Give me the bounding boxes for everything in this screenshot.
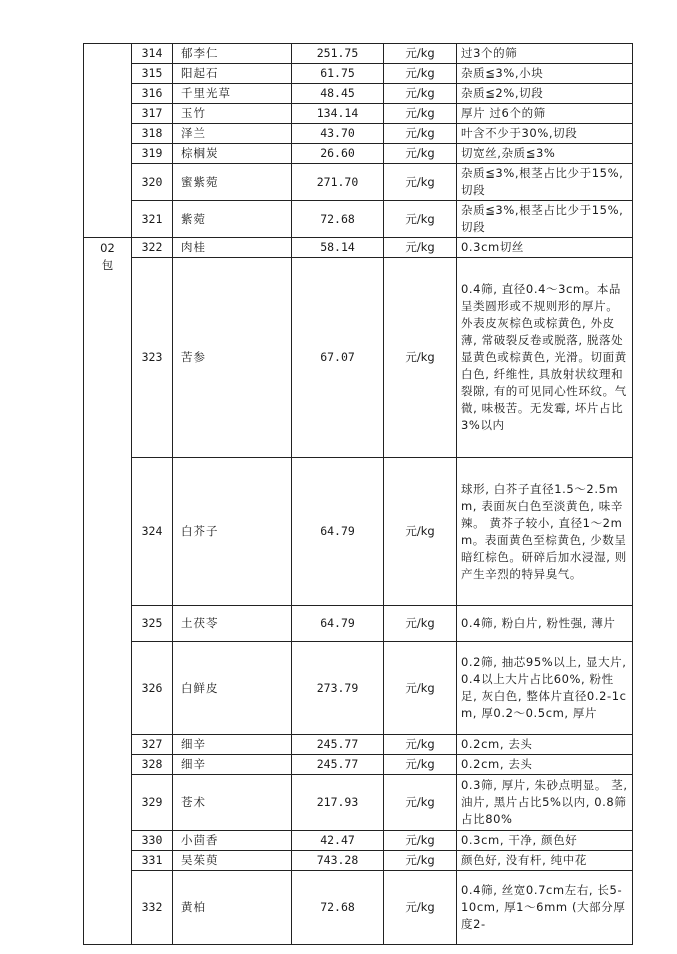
item-number: 330 bbox=[132, 831, 173, 851]
item-unit: 元/kg bbox=[384, 104, 457, 124]
item-price: 64.79 bbox=[292, 458, 384, 606]
item-price: 58.14 bbox=[292, 238, 384, 258]
item-spec: 0.3筛, 厚片, 朱砂点明显。 茎, 油片, 黑片占比5%以内, 0.8筛占比80% bbox=[457, 775, 633, 831]
price-table bbox=[83, 43, 633, 945]
item-name: 吴茱萸 bbox=[173, 851, 292, 871]
item-name: 郁李仁 bbox=[173, 44, 292, 64]
table-row bbox=[84, 164, 633, 201]
item-name: 泽兰 bbox=[173, 124, 292, 144]
item-number: 329 bbox=[132, 775, 173, 831]
item-unit: 元/kg bbox=[384, 642, 457, 735]
table-row bbox=[84, 642, 633, 735]
category-code: 02 bbox=[100, 241, 115, 255]
item-spec: 颜色好, 没有杆, 纯中花 bbox=[457, 851, 633, 871]
item-spec: 0.2cm, 去头 bbox=[457, 755, 633, 775]
item-number: 322 bbox=[132, 238, 173, 258]
item-number: 314 bbox=[132, 44, 173, 64]
category-name: 包 bbox=[101, 258, 114, 272]
item-number: 325 bbox=[132, 606, 173, 642]
table-row bbox=[84, 831, 633, 851]
table-row bbox=[84, 458, 633, 606]
item-unit: 元/kg bbox=[384, 851, 457, 871]
item-number: 318 bbox=[132, 124, 173, 144]
item-name: 紫菀 bbox=[173, 201, 292, 238]
item-spec: 0.2筛, 抽芯95%以上, 显大片, 0.4以上大片占比60%, 粉性足, 灰白色, 整体片直径0.2-1cm, 厚0.2～0.5cm, 厚片 bbox=[457, 642, 633, 735]
table-row bbox=[84, 124, 633, 144]
item-number: 323 bbox=[132, 258, 173, 458]
item-unit: 元/kg bbox=[384, 124, 457, 144]
item-name: 阳起石 bbox=[173, 64, 292, 84]
item-number: 332 bbox=[132, 871, 173, 945]
item-name: 玉竹 bbox=[173, 104, 292, 124]
item-unit: 元/kg bbox=[384, 144, 457, 164]
item-spec: 球形, 白芥子直径1.5～2.5mm, 表面灰白色至淡黄色, 味辛辣。 黄芥子较小, 直径1～2mm。表面黄色至棕黄色, 少数呈暗红棕色。研碎后加水浸湿, 则产生辛烈的特异臭气。 bbox=[457, 458, 633, 606]
table-row bbox=[84, 775, 633, 831]
item-number: 320 bbox=[132, 164, 173, 201]
item-unit: 元/kg bbox=[384, 775, 457, 831]
item-number: 327 bbox=[132, 735, 173, 755]
item-spec: 0.3cm, 干净, 颜色好 bbox=[457, 831, 633, 851]
item-price: 43.70 bbox=[292, 124, 384, 144]
table-row bbox=[84, 144, 633, 164]
item-name: 苦参 bbox=[173, 258, 292, 458]
item-price: 26.60 bbox=[292, 144, 384, 164]
item-price: 251.75 bbox=[292, 44, 384, 64]
item-price: 64.79 bbox=[292, 606, 384, 642]
table-row bbox=[84, 851, 633, 871]
item-name: 细辛 bbox=[173, 735, 292, 755]
item-name: 肉桂 bbox=[173, 238, 292, 258]
item-name: 苍术 bbox=[173, 775, 292, 831]
item-number: 328 bbox=[132, 755, 173, 775]
item-spec: 0.2cm, 去头 bbox=[457, 735, 633, 755]
item-unit: 元/kg bbox=[384, 64, 457, 84]
item-number: 331 bbox=[132, 851, 173, 871]
item-spec: 厚片 过6个的筛 bbox=[457, 104, 633, 124]
table-row bbox=[84, 201, 633, 238]
category-cell-empty bbox=[84, 44, 132, 238]
item-number: 316 bbox=[132, 84, 173, 104]
item-spec: 0.4筛, 粉白片, 粉性强, 薄片 bbox=[457, 606, 633, 642]
table-row bbox=[84, 104, 633, 124]
item-price: 42.47 bbox=[292, 831, 384, 851]
item-name: 蜜紫菀 bbox=[173, 164, 292, 201]
item-price: 245.77 bbox=[292, 735, 384, 755]
item-name: 土茯苓 bbox=[173, 606, 292, 642]
item-number: 315 bbox=[132, 64, 173, 84]
item-unit: 元/kg bbox=[384, 238, 457, 258]
item-name: 千里光草 bbox=[173, 84, 292, 104]
item-price: 134.14 bbox=[292, 104, 384, 124]
item-spec: 0.3cm切丝 bbox=[457, 238, 633, 258]
item-number: 324 bbox=[132, 458, 173, 606]
item-name: 白芥子 bbox=[173, 458, 292, 606]
item-spec: 切宽丝,杂质≦3% bbox=[457, 144, 633, 164]
table-row bbox=[84, 735, 633, 755]
item-number: 317 bbox=[132, 104, 173, 124]
table-row bbox=[84, 44, 633, 64]
item-spec: 杂质≦3%,根茎占比少于15%, 切段 bbox=[457, 164, 633, 201]
table-row bbox=[84, 84, 633, 104]
item-unit: 元/kg bbox=[384, 164, 457, 201]
item-spec: 0.4筛, 直径0.4～3cm。本品呈类圆形或不规则形的厚片。外表皮灰棕色或棕黄色, 外皮薄, 常破裂反卷或脱落, 脱落处显黄色或棕黄色, 光滑。切面黄白色, 纤维性, 具放射状纹理和裂隙, 有的可见同心性环纹。气微, 味极苦。无发霉, 坏片占比3%以内 bbox=[457, 258, 633, 458]
item-price: 48.45 bbox=[292, 84, 384, 104]
item-price: 67.07 bbox=[292, 258, 384, 458]
item-name: 细辛 bbox=[173, 755, 292, 775]
item-spec: 过3个的筛 bbox=[457, 44, 633, 64]
item-number: 326 bbox=[132, 642, 173, 735]
item-unit: 元/kg bbox=[384, 831, 457, 851]
table-row bbox=[84, 64, 633, 84]
item-spec: 叶含不少于30%,切段 bbox=[457, 124, 633, 144]
table-row bbox=[84, 871, 633, 945]
item-name: 棕榈炭 bbox=[173, 144, 292, 164]
item-unit: 元/kg bbox=[384, 871, 457, 945]
item-unit: 元/kg bbox=[384, 735, 457, 755]
item-unit: 元/kg bbox=[384, 258, 457, 458]
item-price: 743.28 bbox=[292, 851, 384, 871]
item-price: 217.93 bbox=[292, 775, 384, 831]
item-number: 319 bbox=[132, 144, 173, 164]
item-price: 61.75 bbox=[292, 64, 384, 84]
item-unit: 元/kg bbox=[384, 755, 457, 775]
item-unit: 元/kg bbox=[384, 458, 457, 606]
table-row bbox=[84, 238, 633, 258]
item-spec: 0.4筛, 丝宽0.7cm左右, 长5-10cm, 厚1～6mm (大部分厚度2- bbox=[457, 871, 633, 945]
item-unit: 元/kg bbox=[384, 84, 457, 104]
table-row bbox=[84, 755, 633, 775]
item-price: 245.77 bbox=[292, 755, 384, 775]
item-spec: 杂质≦3%,小块 bbox=[457, 64, 633, 84]
item-name: 小茴香 bbox=[173, 831, 292, 851]
item-price: 271.70 bbox=[292, 164, 384, 201]
item-price: 273.79 bbox=[292, 642, 384, 735]
item-unit: 元/kg bbox=[384, 606, 457, 642]
item-price: 72.68 bbox=[292, 871, 384, 945]
category-cell bbox=[84, 238, 132, 945]
item-unit: 元/kg bbox=[384, 44, 457, 64]
item-name: 黄柏 bbox=[173, 871, 292, 945]
item-name: 白鲜皮 bbox=[173, 642, 292, 735]
table-row bbox=[84, 606, 633, 642]
item-spec: 杂质≦3%,根茎占比少于15%, 切段 bbox=[457, 201, 633, 238]
table-row bbox=[84, 258, 633, 458]
item-spec: 杂质≦2%,切段 bbox=[457, 84, 633, 104]
item-price: 72.68 bbox=[292, 201, 384, 238]
item-number: 321 bbox=[132, 201, 173, 238]
item-unit: 元/kg bbox=[384, 201, 457, 238]
